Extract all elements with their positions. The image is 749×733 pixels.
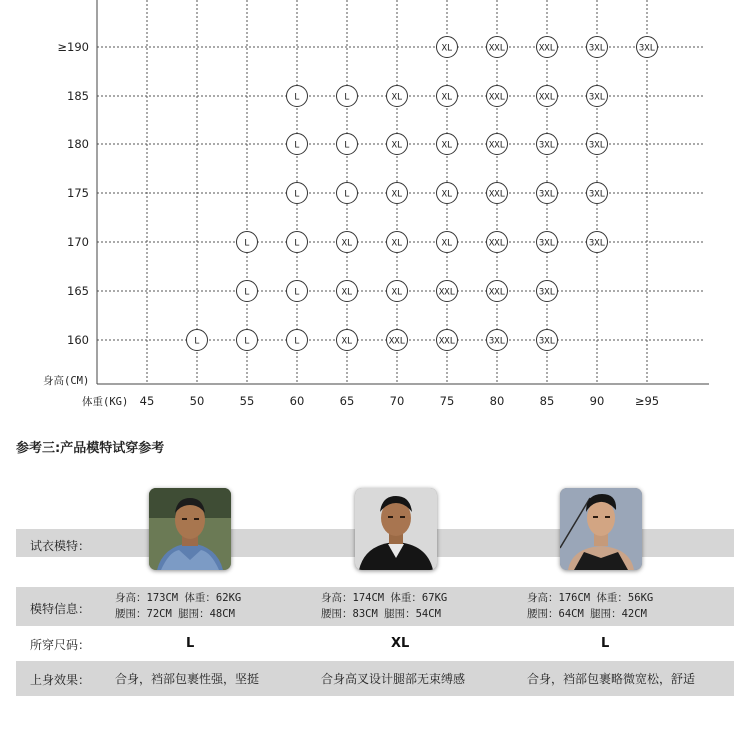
- x-tick-label: 90: [589, 394, 605, 408]
- size-cell-label: L: [344, 92, 350, 103]
- size-cell-label: 3XL: [588, 43, 606, 54]
- size-cell: [437, 281, 458, 302]
- model-2-size: XL: [391, 636, 410, 651]
- label-size: 所穿尺码：: [30, 638, 91, 652]
- y-tick-label: ≥190: [57, 40, 89, 54]
- size-cell: [537, 232, 558, 253]
- x-tick-label: 70: [389, 394, 405, 408]
- model-1-size: L: [186, 636, 195, 651]
- size-cell-label: 3XL: [488, 336, 506, 347]
- size-cell: [437, 134, 458, 155]
- size-cell: [487, 134, 508, 155]
- size-cell-label: 3XL: [588, 189, 606, 200]
- size-cell: [437, 232, 458, 253]
- y-tick-label: 180: [67, 137, 89, 151]
- x-tick-label: 55: [239, 394, 255, 408]
- size-cell-label: L: [344, 140, 350, 151]
- size-cell: [237, 281, 258, 302]
- size-cell: [387, 134, 408, 155]
- size-cell-label: XXL: [438, 336, 456, 347]
- size-cell-label: XL: [441, 238, 453, 249]
- size-cell-label: XL: [441, 140, 453, 151]
- size-cell: [287, 232, 308, 253]
- x-tick-label: 85: [539, 394, 555, 408]
- size-cell: [337, 330, 358, 351]
- model-3-info-line2: 腰围：64CM 腿围：42CM: [527, 608, 647, 620]
- size-cell-label: L: [294, 189, 300, 200]
- size-cell: [337, 232, 358, 253]
- size-cell: [187, 330, 208, 351]
- model-3-size: L: [601, 636, 610, 651]
- section-title: 参考三:产品模特试穿参考: [16, 441, 165, 456]
- size-cell-label: XXL: [538, 92, 556, 103]
- size-cell: [287, 86, 308, 107]
- y-tick-label: 160: [67, 333, 89, 347]
- x-tick-label: ≥95: [634, 394, 660, 408]
- size-cell-label: L: [294, 92, 300, 103]
- size-cell-label: XXL: [488, 92, 506, 103]
- y-axis-title: 身高(CM): [43, 375, 90, 387]
- x-axis-title: 体重(KG): [82, 396, 129, 408]
- size-cell: [537, 134, 558, 155]
- size-cell: [337, 281, 358, 302]
- x-tick-label: 45: [139, 394, 155, 408]
- size-cell: [387, 281, 408, 302]
- label-effect: 上身效果：: [30, 673, 91, 687]
- size-cell-label: 3XL: [538, 287, 556, 298]
- size-cell: [587, 183, 608, 204]
- model-2-info-line1: 身高：174CM 体重：67KG: [321, 592, 448, 604]
- size-cell-label: XL: [341, 238, 353, 249]
- label-model: 试衣模特：: [30, 539, 91, 553]
- size-cell-label: 3XL: [588, 238, 606, 249]
- model-photo-1: [149, 488, 231, 570]
- size-cell: [337, 134, 358, 155]
- size-cell: [287, 330, 308, 351]
- size-cell-label: XL: [341, 287, 353, 298]
- size-cell-label: XL: [391, 238, 403, 249]
- size-cell-label: XL: [341, 336, 353, 347]
- model-3-info: [527, 590, 653, 622]
- size-cell: [537, 37, 558, 58]
- size-cell-label: XXL: [388, 336, 406, 347]
- size-cell: [237, 330, 258, 351]
- size-cell: [487, 183, 508, 204]
- size-cell-label: L: [344, 189, 350, 200]
- size-cell: [287, 281, 308, 302]
- size-cell: [387, 86, 408, 107]
- model-photo-2: [355, 488, 437, 570]
- model-2-info-line2: 腰围：83CM 腿围：54CM: [321, 608, 441, 620]
- size-cell-label: XXL: [488, 43, 506, 54]
- model-3-info-line1: 身高：176CM 体重：56KG: [527, 592, 654, 604]
- size-cell: [237, 232, 258, 253]
- size-cell: [337, 183, 358, 204]
- size-cell-label: 3XL: [588, 92, 606, 103]
- size-cell-label: 3XL: [638, 43, 656, 54]
- size-cell-label: 3XL: [538, 336, 556, 347]
- size-cell: [437, 183, 458, 204]
- y-tick-label: 165: [67, 284, 89, 298]
- size-cell: [537, 86, 558, 107]
- size-cell: [437, 86, 458, 107]
- size-cell-label: XL: [391, 140, 403, 151]
- x-tick-label: 50: [189, 394, 205, 408]
- y-tick-label: 175: [67, 186, 89, 200]
- label-info: 模特信息：: [30, 602, 91, 616]
- size-cell: [587, 37, 608, 58]
- size-cell-label: L: [244, 287, 250, 298]
- model-2-effect: 合身高叉设计腿部无束缚感: [321, 672, 466, 686]
- size-cell: [587, 134, 608, 155]
- model-1-info: [115, 590, 241, 622]
- size-cell-label: 3XL: [538, 140, 556, 151]
- size-cell: [387, 330, 408, 351]
- size-cell-label: XL: [391, 92, 403, 103]
- x-tick-labels: [140, 394, 659, 408]
- size-cell: [537, 330, 558, 351]
- size-cell-label: L: [294, 140, 300, 151]
- size-cell: [337, 86, 358, 107]
- size-cell: [587, 232, 608, 253]
- size-cell: [487, 37, 508, 58]
- size-cell: [437, 37, 458, 58]
- size-cell-label: XL: [441, 189, 453, 200]
- x-tick-label: 65: [339, 394, 355, 408]
- size-cell: [287, 134, 308, 155]
- size-cell: [587, 86, 608, 107]
- size-cell-label: L: [294, 336, 300, 347]
- size-cell: [487, 232, 508, 253]
- size-cell: [287, 183, 308, 204]
- size-cell-label: 3XL: [538, 238, 556, 249]
- size-cell-label: XXL: [488, 189, 506, 200]
- model-3-effect: 合身，裆部包裹略微宽松，舒适: [527, 672, 696, 686]
- size-cell-label: XL: [441, 92, 453, 103]
- size-cell-label: XL: [391, 287, 403, 298]
- size-cell-label: L: [194, 336, 200, 347]
- size-cell: [487, 281, 508, 302]
- model-1-info-line2: 腰围：72CM 腿围：48CM: [115, 608, 235, 620]
- size-cell-label: XL: [391, 189, 403, 200]
- size-cell-label: XL: [441, 43, 453, 54]
- size-cell-label: L: [294, 287, 300, 298]
- model-2-info: [321, 590, 447, 622]
- size-cell-label: XXL: [488, 140, 506, 151]
- model-photo-3: [560, 488, 642, 570]
- y-tick-labels: [57, 40, 89, 347]
- y-tick-label: 170: [67, 235, 89, 249]
- size-cell-label: XXL: [488, 238, 506, 249]
- size-cell-label: L: [244, 238, 250, 249]
- size-cell: [487, 330, 508, 351]
- size-cell-label: XXL: [538, 43, 556, 54]
- size-cell: [387, 183, 408, 204]
- size-cell: [637, 37, 658, 58]
- size-cell-label: 3XL: [588, 140, 606, 151]
- model-1-info-line1: 身高：173CM 体重：62KG: [115, 592, 242, 604]
- x-tick-label: 80: [489, 394, 505, 408]
- y-tick-label: 185: [67, 89, 89, 103]
- size-cell: [487, 86, 508, 107]
- size-cell: [537, 281, 558, 302]
- x-tick-label: 75: [439, 394, 455, 408]
- size-cell-label: 3XL: [538, 189, 556, 200]
- model-1-effect: 合身，裆部包裹性强，坚挺: [115, 672, 260, 686]
- size-cell: [537, 183, 558, 204]
- size-cell: [437, 330, 458, 351]
- size-cell-label: L: [294, 238, 300, 249]
- x-tick-label: 60: [289, 394, 305, 408]
- size-cell-label: XXL: [488, 287, 506, 298]
- size-cell-label: L: [244, 336, 250, 347]
- size-cell-label: XXL: [438, 287, 456, 298]
- size-cell: [387, 232, 408, 253]
